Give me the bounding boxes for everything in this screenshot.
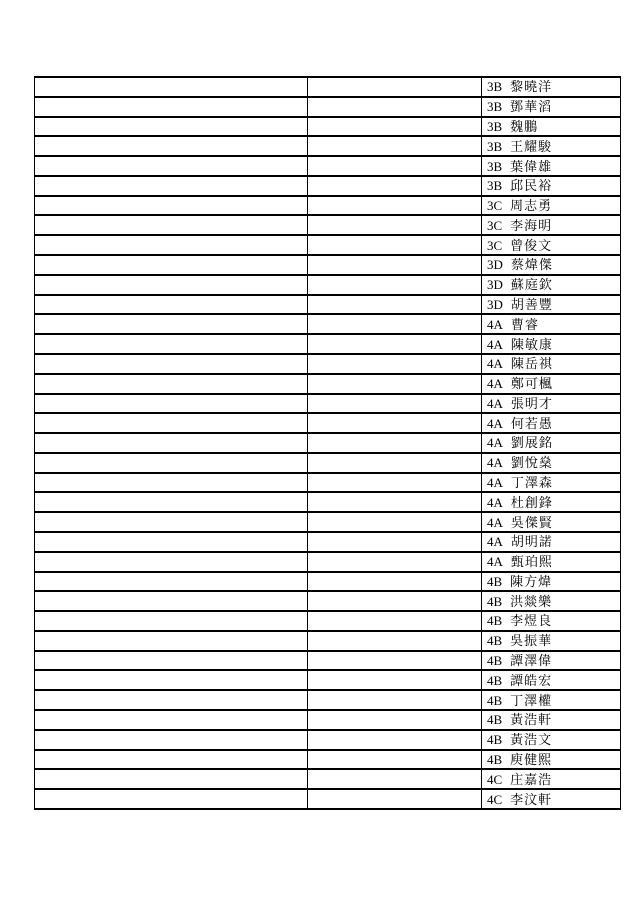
class-code: 4A [487, 514, 503, 530]
empty-cell-col1 [35, 730, 308, 750]
class-code: 4A [487, 455, 503, 471]
class-code: 3D [487, 296, 503, 312]
student-cell [482, 750, 621, 770]
class-code: 4C [487, 791, 503, 807]
empty-cell-col1 [35, 552, 308, 572]
empty-cell-col2 [308, 492, 482, 512]
student-name: 葉偉雄 [510, 158, 553, 174]
table-row [35, 255, 621, 275]
student-name: 黎曉洋 [510, 79, 553, 95]
table-row [35, 769, 621, 789]
empty-cell-col1 [35, 394, 308, 414]
student-name: 杜創鋒 [510, 494, 553, 510]
empty-cell-col1 [35, 670, 308, 690]
student-name: 李汶軒 [510, 791, 553, 807]
class-code: 4A [487, 395, 503, 411]
class-code: 4B [487, 692, 503, 708]
student-cell [482, 611, 621, 631]
empty-cell-col2 [308, 750, 482, 770]
student-name: 丁澤權 [510, 692, 553, 708]
class-code: 4B [487, 613, 503, 629]
student-cell [482, 215, 621, 235]
table-row [35, 750, 621, 770]
student-cell [482, 136, 621, 156]
empty-cell-col2 [308, 334, 482, 354]
empty-cell-col2 [308, 433, 482, 453]
table-row [35, 591, 621, 611]
empty-cell-col2 [308, 374, 482, 394]
student-cell [482, 433, 621, 453]
table-row [35, 532, 621, 552]
student-name: 吳振華 [510, 633, 553, 649]
student-name: 陳方煒 [510, 573, 553, 589]
empty-cell-col2 [308, 730, 482, 750]
table-row [35, 117, 621, 137]
student-cell [482, 670, 621, 690]
table-row [35, 611, 621, 631]
student-name: 吳傑賢 [510, 514, 553, 530]
table-row [35, 670, 621, 690]
empty-cell-col1 [35, 196, 308, 216]
student-name: 李海明 [510, 217, 553, 233]
student-name: 胡善豐 [510, 296, 553, 312]
student-roster-table [34, 76, 621, 810]
student-cell [482, 97, 621, 117]
empty-cell-col2 [308, 710, 482, 730]
class-code: 4A [487, 554, 503, 570]
empty-cell-col1 [35, 413, 308, 433]
empty-cell-col1 [35, 354, 308, 374]
empty-cell-col2 [308, 275, 482, 295]
student-cell [482, 492, 621, 512]
class-code: 4A [487, 336, 503, 352]
empty-cell-col2 [308, 651, 482, 671]
class-code: 4B [487, 672, 503, 688]
class-code: 4B [487, 593, 503, 609]
table-row [35, 394, 621, 414]
table-row [35, 453, 621, 473]
class-code: 3B [487, 138, 503, 154]
class-code: 4A [487, 316, 503, 332]
empty-cell-col1 [35, 77, 308, 97]
table-row [35, 314, 621, 334]
empty-cell-col1 [35, 611, 308, 631]
empty-cell-col1 [35, 512, 308, 532]
student-name: 陳敏康 [510, 336, 553, 352]
student-name: 黃浩文 [510, 732, 553, 748]
class-code: 3B [487, 79, 503, 95]
student-cell [482, 374, 621, 394]
student-name: 魏鵬 [510, 118, 539, 134]
student-name: 蔡煒傑 [510, 257, 553, 273]
class-code: 3B [487, 178, 503, 194]
table-row [35, 176, 621, 196]
student-name: 周志勇 [510, 198, 553, 214]
empty-cell-col2 [308, 77, 482, 97]
class-code: 3C [487, 237, 503, 253]
student-cell [482, 354, 621, 374]
empty-cell-col1 [35, 789, 308, 809]
empty-cell-col1 [35, 156, 308, 176]
empty-cell-col2 [308, 354, 482, 374]
student-cell [482, 572, 621, 592]
empty-cell-col2 [308, 196, 482, 216]
student-name: 鄭可楓 [510, 376, 553, 392]
student-cell [482, 196, 621, 216]
empty-cell-col2 [308, 631, 482, 651]
empty-cell-col2 [308, 97, 482, 117]
student-cell [482, 512, 621, 532]
student-name: 蘇庭欽 [510, 277, 553, 293]
student-name: 丁澤森 [510, 475, 553, 491]
table-row [35, 295, 621, 315]
empty-cell-col1 [35, 215, 308, 235]
student-name: 王耀駿 [510, 138, 553, 154]
class-code: 3D [487, 277, 503, 293]
student-name: 譚皓宏 [510, 672, 553, 688]
class-code: 3C [487, 198, 503, 214]
student-cell [482, 77, 621, 97]
empty-cell-col2 [308, 591, 482, 611]
table-row [35, 374, 621, 394]
empty-cell-col1 [35, 117, 308, 137]
table-row [35, 334, 621, 354]
empty-cell-col1 [35, 136, 308, 156]
student-cell [482, 235, 621, 255]
empty-cell-col1 [35, 97, 308, 117]
empty-cell-col1 [35, 769, 308, 789]
empty-cell-col2 [308, 453, 482, 473]
student-cell [482, 413, 621, 433]
empty-cell-col1 [35, 572, 308, 592]
table-row [35, 552, 621, 572]
empty-cell-col2 [308, 690, 482, 710]
empty-cell-col2 [308, 255, 482, 275]
empty-cell-col2 [308, 156, 482, 176]
class-code: 4B [487, 712, 503, 728]
student-cell [482, 473, 621, 493]
empty-cell-col1 [35, 591, 308, 611]
table-row [35, 215, 621, 235]
empty-cell-col1 [35, 255, 308, 275]
student-name: 劉悅燊 [510, 455, 553, 471]
empty-cell-col2 [308, 235, 482, 255]
empty-cell-col1 [35, 295, 308, 315]
student-name: 甄珀熙 [510, 554, 553, 570]
student-cell [482, 295, 621, 315]
student-name: 曾俊文 [510, 237, 553, 253]
empty-cell-col1 [35, 314, 308, 334]
table-row [35, 651, 621, 671]
empty-cell-col1 [35, 453, 308, 473]
empty-cell-col2 [308, 611, 482, 631]
empty-cell-col1 [35, 532, 308, 552]
student-name: 鄧華滔 [510, 99, 553, 115]
table-row [35, 710, 621, 730]
student-name: 邱民裕 [510, 178, 553, 194]
class-code: 4B [487, 653, 503, 669]
class-code: 3B [487, 118, 503, 134]
student-name: 劉展銘 [510, 435, 553, 451]
class-code: 4B [487, 732, 503, 748]
class-code: 4A [487, 415, 503, 431]
class-code: 4A [487, 494, 503, 510]
student-cell [482, 690, 621, 710]
student-cell [482, 394, 621, 414]
student-cell [482, 453, 621, 473]
student-cell [482, 552, 621, 572]
student-cell [482, 255, 621, 275]
empty-cell-col2 [308, 314, 482, 334]
table-row [35, 136, 621, 156]
empty-cell-col1 [35, 690, 308, 710]
student-name: 黃浩軒 [510, 712, 553, 728]
table-row [35, 789, 621, 809]
empty-cell-col2 [308, 670, 482, 690]
empty-cell-col1 [35, 235, 308, 255]
student-cell [482, 156, 621, 176]
empty-cell-col2 [308, 295, 482, 315]
student-name: 李煜良 [510, 613, 553, 629]
class-code: 4B [487, 633, 503, 649]
student-cell [482, 651, 621, 671]
student-cell [482, 275, 621, 295]
student-cell [482, 176, 621, 196]
class-code: 3D [487, 257, 503, 273]
table-row [35, 433, 621, 453]
empty-cell-col2 [308, 769, 482, 789]
table-row [35, 492, 621, 512]
student-name: 譚澤偉 [510, 653, 553, 669]
empty-cell-col1 [35, 631, 308, 651]
empty-cell-col2 [308, 789, 482, 809]
student-cell [482, 591, 621, 611]
student-cell [482, 334, 621, 354]
empty-cell-col2 [308, 215, 482, 235]
empty-cell-col2 [308, 473, 482, 493]
table-row [35, 690, 621, 710]
table-row [35, 77, 621, 97]
student-cell [482, 631, 621, 651]
table-row [35, 730, 621, 750]
table-row [35, 275, 621, 295]
class-code: 3C [487, 217, 503, 233]
class-code: 4C [487, 771, 503, 787]
student-name: 陳岳祺 [510, 356, 553, 372]
table-row [35, 354, 621, 374]
empty-cell-col2 [308, 532, 482, 552]
empty-cell-col1 [35, 750, 308, 770]
student-cell [482, 314, 621, 334]
class-code: 4B [487, 751, 503, 767]
student-name: 庄嘉浩 [510, 771, 553, 787]
table-row [35, 512, 621, 532]
empty-cell-col2 [308, 394, 482, 414]
empty-cell-col2 [308, 572, 482, 592]
student-cell [482, 117, 621, 137]
class-code: 4A [487, 475, 503, 491]
empty-cell-col1 [35, 473, 308, 493]
empty-cell-col2 [308, 117, 482, 137]
empty-cell-col1 [35, 433, 308, 453]
empty-cell-col2 [308, 552, 482, 572]
empty-cell-col1 [35, 492, 308, 512]
student-cell [482, 789, 621, 809]
empty-cell-col1 [35, 176, 308, 196]
class-code: 3B [487, 99, 503, 115]
student-name: 庾健熙 [510, 751, 553, 767]
student-cell [482, 710, 621, 730]
empty-cell-col2 [308, 512, 482, 532]
empty-cell-col1 [35, 334, 308, 354]
empty-cell-col1 [35, 275, 308, 295]
student-cell [482, 532, 621, 552]
student-name: 何若愚 [510, 415, 553, 431]
class-code: 4A [487, 356, 503, 372]
table-row [35, 473, 621, 493]
table-row [35, 572, 621, 592]
class-code: 4A [487, 376, 503, 392]
empty-cell-col2 [308, 136, 482, 156]
table-row [35, 631, 621, 651]
student-name: 胡明諾 [510, 534, 553, 550]
student-name: 曹睿 [510, 316, 539, 332]
empty-cell-col2 [308, 176, 482, 196]
empty-cell-col1 [35, 651, 308, 671]
student-cell [482, 730, 621, 750]
empty-cell-col2 [308, 413, 482, 433]
table-row [35, 97, 621, 117]
student-name: 張明才 [510, 395, 553, 411]
table-row [35, 196, 621, 216]
class-code: 4A [487, 534, 503, 550]
empty-cell-col1 [35, 374, 308, 394]
table-row [35, 156, 621, 176]
empty-cell-col1 [35, 710, 308, 730]
student-name: 洪燚樂 [510, 593, 553, 609]
table-row [35, 413, 621, 433]
table-row [35, 235, 621, 255]
class-code: 4B [487, 573, 503, 589]
class-code: 4A [487, 435, 503, 451]
student-cell [482, 769, 621, 789]
class-code: 3B [487, 158, 503, 174]
